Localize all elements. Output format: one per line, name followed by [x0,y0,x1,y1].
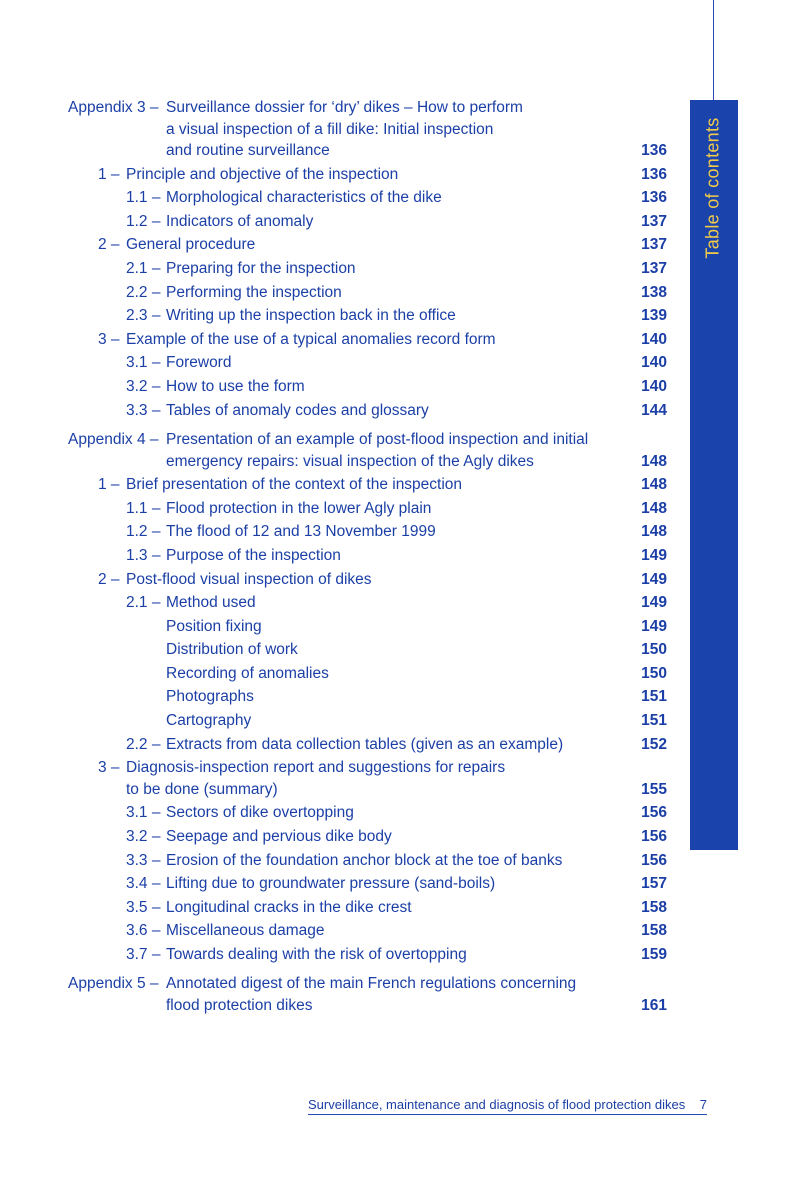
entry-number: 3.3 – [126,851,161,869]
entry-title-line: Example of the use of a typical anomalies record form [126,330,496,348]
entry-title-line: Flood protection in the lower Agly plain [166,499,432,517]
entry-title [126,234,667,256]
toc-entry[interactable] [68,211,667,233]
entry-number: 1.2 – [126,212,161,230]
toc-entry[interactable] [68,400,667,422]
entry-number: 3.7 – [126,945,161,963]
entry-page-number: 140 [641,330,667,348]
toc-entry[interactable] [68,352,667,374]
entry-number: 1.3 – [126,546,161,564]
entry-title [166,282,667,304]
entry-number: 3 – [98,330,120,348]
entry-title [166,592,667,614]
entry-number: 3.1 – [126,354,161,372]
entry-page-number: 144 [641,401,667,419]
entry-title [166,187,667,209]
toc-entry[interactable] [68,944,667,966]
entry-number: 2.1 – [126,594,161,612]
toc-entry[interactable] [68,282,667,304]
entry-title-line: Indicators of anomaly [166,212,314,230]
entry-title [126,474,667,496]
entry-page-number: 138 [641,283,667,301]
entry-title-line: and routine surveillance [166,142,330,159]
entry-page-number: 148 [641,499,667,517]
entry-page-number: 148 [641,523,667,541]
entry-title [166,352,667,374]
table-of-contents [68,97,667,1019]
entry-title-line: Surveillance dossier for ‘dry’ dikes – How to perform [166,99,523,116]
entry-title-line: Extracts from data collection tables (given as an example) [166,735,564,753]
entry-title-line: Foreword [166,354,232,372]
entry-title-line: Post-flood visual inspection of dikes [126,570,372,588]
entry-page-number: 137 [641,212,667,230]
toc-appendix-entry[interactable] [68,429,667,472]
toc-entry[interactable] [68,686,667,708]
toc-entry[interactable] [68,234,667,256]
entry-page-number: 159 [641,945,667,963]
entry-title [166,97,667,162]
entry-title-line: Miscellaneous damage [166,922,325,940]
toc-entry[interactable] [68,616,667,638]
entry-page-number: 161 [641,996,667,1014]
toc-entry[interactable] [68,376,667,398]
entry-page-number: 156 [641,827,667,845]
entry-number: Appendix 5 – [68,975,159,993]
entry-number: 2 – [98,570,120,588]
entry-title-line: Towards dealing with the risk of overtopping [166,945,467,963]
entry-title [166,826,667,848]
entry-title [166,545,667,567]
entry-number: 1.1 – [126,499,161,517]
toc-entry[interactable] [68,187,667,209]
entry-title [166,305,667,327]
entry-title [166,639,667,661]
running-footer [308,1097,707,1115]
toc-entry[interactable] [68,498,667,520]
entry-number: 2.2 – [126,735,161,753]
entry-title-line: The flood of 12 and 13 November 1999 [166,523,436,541]
entry-title-line: Preparing for the inspection [166,259,356,277]
entry-title [166,498,667,520]
entry-title [166,850,667,872]
entry-title [166,400,667,422]
entry-page-number: 149 [641,594,667,612]
entry-page-number: 152 [641,735,667,753]
entry-page-number: 137 [641,259,667,277]
entry-title-line: Longitudinal cracks in the dike crest [166,898,412,916]
entry-title-line: a visual inspection of a fill dike: Initial inspection [166,120,494,138]
entry-title [166,734,667,756]
entry-page-number: 140 [641,377,667,395]
entry-title [126,164,667,186]
footer-title: Surveillance, maintenance and diagnosis of flood protection dikes [308,1097,686,1112]
entry-title [166,521,667,543]
entry-title-line: Tables of anomaly codes and glossary [166,401,429,419]
entry-number: 3.1 – [126,804,161,822]
entry-number: 2.1 – [126,259,161,277]
entry-title-line: Distribution of work [166,641,298,659]
entry-title-line: Erosion of the foundation anchor block at the toe of banks [166,851,563,869]
entry-title-line: Performing the inspection [166,283,342,301]
entry-title-line: Cartography [166,712,252,730]
entry-title-line: to be done (summary) [126,780,278,798]
toc-entry[interactable] [68,164,667,186]
entry-title-line: flood protection dikes [166,996,313,1014]
entry-number: 1.1 – [126,189,161,207]
decorative-rule [713,0,714,101]
entry-title-line: Purpose of the inspection [166,546,341,564]
section-tab-label: Table of contents [702,117,723,259]
entry-page-number: 157 [641,875,667,893]
entry-page-number: 139 [641,307,667,325]
entry-title-line: Recording of anomalies [166,664,329,682]
entry-page-number: 149 [641,617,667,635]
entry-title-line: Lifting due to groundwater pressure (sand-boils) [166,875,496,893]
entry-page-number: 158 [641,898,667,916]
toc-entry[interactable] [68,897,667,919]
entry-number: 2 – [98,236,120,254]
entry-number: 3 – [98,759,120,777]
entry-page-number: 140 [641,354,667,372]
toc-entry[interactable] [68,757,667,800]
entry-title [166,802,667,824]
entry-title-line: emergency repairs: visual inspection of the Agly dikes [166,452,534,470]
entry-title-line: Morphological characteristics of the dike [166,189,442,207]
entry-title-line: Annotated digest of the main French regulations concerning [166,975,577,993]
toc-entry[interactable] [68,258,667,280]
entry-page-number: 136 [641,165,667,183]
entry-title [166,944,667,966]
entry-title-line: Writing up the inspection back in the office [166,307,456,325]
toc-entry[interactable] [68,873,667,895]
entry-number: 1 – [98,476,120,494]
toc-entry[interactable] [68,521,667,543]
entry-title [166,258,667,280]
toc-appendix-entry[interactable] [68,97,667,162]
entry-title [166,920,667,942]
entry-title-line: General procedure [126,236,256,254]
entry-title-line: Diagnosis-inspection report and suggestions for repairs [126,759,506,777]
toc-entry[interactable] [68,663,667,685]
toc-entry[interactable] [68,826,667,848]
entry-title [166,616,667,638]
entry-title-line: Position fixing [166,617,262,635]
entry-number: 3.4 – [126,875,161,893]
entry-title [166,873,667,895]
entry-title [166,710,667,732]
footer-page-number: 7 [699,1097,707,1112]
entry-number: 3.5 – [126,898,161,916]
entry-title [126,329,667,351]
entry-title [166,376,667,398]
entry-page-number: 150 [641,664,667,682]
entry-page-number: 149 [641,546,667,564]
entry-title-line: Sectors of dike overtopping [166,804,354,822]
toc-entry[interactable] [68,592,667,614]
toc-entry[interactable] [68,734,667,756]
toc-entry[interactable] [68,802,667,824]
entry-title-line: Photographs [166,688,254,706]
entry-page-number: 155 [641,780,667,798]
entry-title [126,569,667,591]
entry-title-line: Brief presentation of the context of the inspection [126,476,463,494]
entry-number: 3.6 – [126,922,161,940]
toc-entry[interactable] [68,474,667,496]
entry-page-number: 151 [641,712,667,730]
entry-title [166,663,667,685]
toc-entry[interactable] [68,850,667,872]
entry-number: 3.3 – [126,401,161,419]
entry-title [166,686,667,708]
toc-entry[interactable] [68,639,667,661]
entry-page-number: 151 [641,688,667,706]
toc-entry[interactable] [68,305,667,327]
entry-title [166,897,667,919]
entry-title-line: Presentation of an example of post-flood inspection and initial [166,431,589,449]
entry-title [166,973,667,1016]
entry-number: Appendix 3 – [68,99,159,116]
entry-title-line: How to use the form [166,377,305,395]
entry-page-number: 148 [641,452,667,470]
entry-title-line: Seepage and pervious dike body [166,827,392,845]
entry-page-number: 136 [641,142,667,159]
entry-number: 2.2 – [126,283,161,301]
entry-number: Appendix 4 – [68,431,159,449]
entry-page-number: 149 [641,570,667,588]
entry-title [166,211,667,233]
entry-title [126,757,667,800]
entry-page-number: 136 [641,189,667,207]
entry-page-number: 148 [641,476,667,494]
toc-entry[interactable] [68,920,667,942]
entry-number: 1.2 – [126,523,161,541]
entry-number: 2.3 – [126,307,161,325]
entry-page-number: 150 [641,641,667,659]
toc-entry[interactable] [68,329,667,351]
entry-title [166,429,667,472]
entry-title-line: Method used [166,594,256,612]
entry-page-number: 156 [641,804,667,822]
toc-entry[interactable] [68,710,667,732]
entry-page-number: 158 [641,922,667,940]
toc-entry[interactable] [68,545,667,567]
entry-number: 3.2 – [126,377,161,395]
entry-page-number: 156 [641,851,667,869]
toc-appendix-entry[interactable] [68,973,667,1016]
entry-page-number: 137 [641,236,667,254]
entry-number: 1 – [98,165,120,183]
toc-entry[interactable] [68,569,667,591]
entry-title-line: Principle and objective of the inspection [126,165,399,183]
entry-number: 3.2 – [126,827,161,845]
